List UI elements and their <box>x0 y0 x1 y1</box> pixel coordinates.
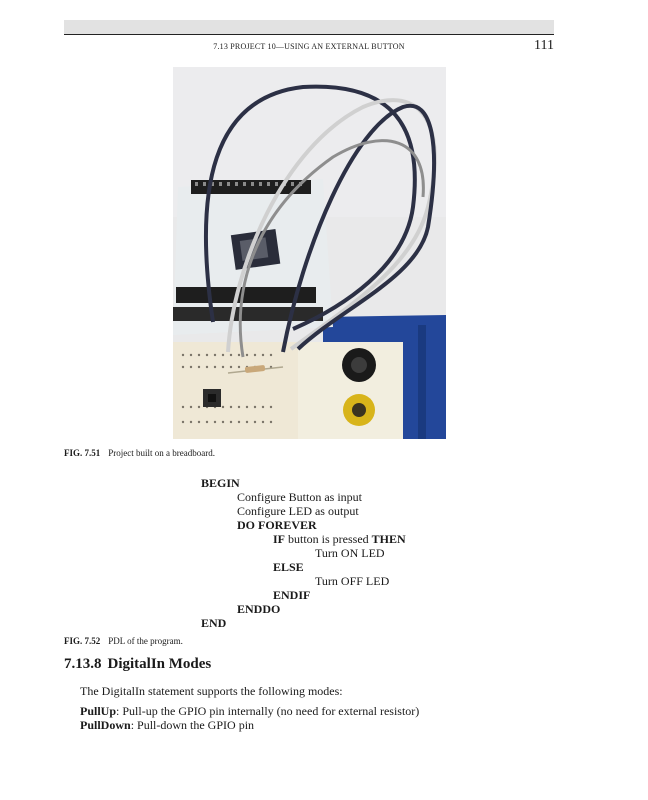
mode-name: PullUp <box>80 704 117 718</box>
pdl-then-keyword: THEN <box>371 532 406 546</box>
pdl-begin: BEGIN <box>201 476 240 490</box>
figure-caption-text: Project built on a breadboard. <box>108 448 215 458</box>
page-number: 111 <box>534 38 554 53</box>
pdl-end: END <box>201 616 227 630</box>
pdl-if-keyword: IF <box>273 532 285 546</box>
figure-7-52-caption <box>64 636 183 646</box>
pdl-if-statement <box>273 532 406 546</box>
header-rule <box>64 34 554 35</box>
section-title: DigitalIn Modes <box>107 656 212 672</box>
pdl-do-forever: DO FOREVER <box>237 518 317 532</box>
running-head-title: 7.13 PROJECT 10—USING AN EXTERNAL BUTTON <box>213 42 405 51</box>
section-intro: The DigitalIn statement supports the following modes: <box>80 684 343 698</box>
mode-item-pulldown <box>80 718 254 733</box>
pdl-turn-on: Turn ON LED <box>315 546 385 560</box>
top-gray-band <box>64 20 554 34</box>
pdl-if-condition: button is pressed <box>285 532 372 546</box>
figure-caption-text: PDL of the program. <box>108 636 183 646</box>
figure-label: FIG. 7.52 <box>64 636 101 646</box>
pdl-enddo: ENDDO <box>237 602 281 616</box>
pdl-configure-led: Configure LED as output <box>237 504 359 518</box>
section-heading <box>64 656 211 673</box>
mode-item-pullup <box>80 704 419 719</box>
pdl-endif: ENDIF <box>273 588 311 602</box>
mode-name: PullDown <box>80 718 131 732</box>
mode-description: : Pull-up the GPIO pin internally (no need for external resistor) <box>116 704 420 718</box>
pdl-else: ELSE <box>273 560 304 574</box>
running-header <box>64 38 554 56</box>
mode-description: : Pull-down the GPIO pin <box>130 718 255 732</box>
figure-label: FIG. 7.51 <box>64 448 101 458</box>
figure-7-51-caption <box>64 448 215 458</box>
pdl-configure-button: Configure Button as input <box>237 490 362 504</box>
section-number: 7.13.8 <box>64 656 102 672</box>
pdl-turn-off: Turn OFF LED <box>315 574 390 588</box>
breadboard-photo <box>173 67 446 439</box>
